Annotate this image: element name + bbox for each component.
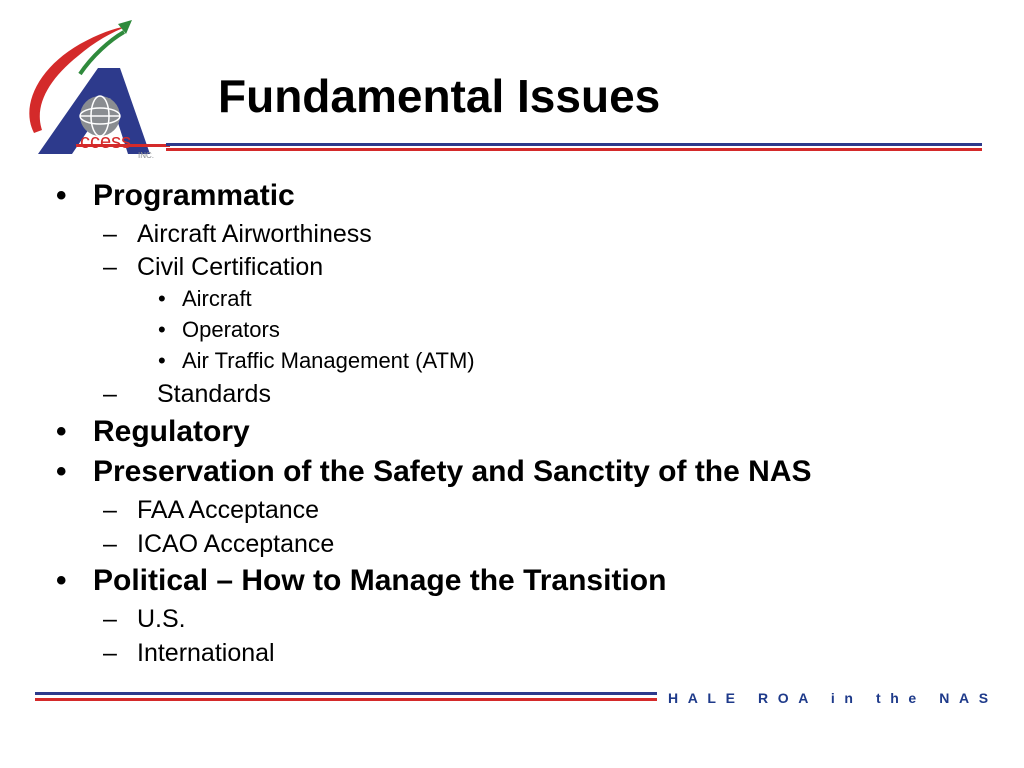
logo-subtext: INC. — [138, 151, 154, 160]
footer-text: HALE ROA in the NAS — [668, 690, 998, 706]
list-item-text: Standards — [157, 380, 271, 408]
list-item-text: Programmatic — [93, 179, 295, 212]
dash-marker: – — [103, 496, 117, 524]
list-item-text: Air Traffic Management (ATM) — [182, 348, 475, 373]
slide-title: Fundamental Issues — [218, 70, 661, 122]
dash-marker: – — [103, 220, 117, 248]
logo-text: ccess — [80, 131, 132, 153]
footer-rule-blue — [35, 692, 657, 695]
company-logo — [20, 18, 170, 160]
dash-marker: – — [103, 530, 117, 558]
list-item-text: ICAO Acceptance — [137, 530, 335, 558]
bullet-marker: • — [56, 415, 67, 448]
list-item-text: Aircraft Airworthiness — [137, 220, 372, 248]
header-rule-blue — [166, 143, 982, 146]
list-item-text: Regulatory — [93, 415, 250, 448]
bullet-marker: • — [158, 348, 166, 373]
bullet-marker: • — [56, 564, 67, 597]
list-item-text: U.S. — [137, 605, 186, 633]
list-item-text: Political – How to Manage the Transition — [93, 564, 667, 597]
bullet-marker: • — [158, 286, 166, 311]
bullet-marker: • — [158, 317, 166, 342]
list-item-text: International — [137, 639, 275, 667]
header-rule-red — [166, 148, 982, 151]
dash-marker: – — [103, 380, 117, 408]
list-item-text: Operators — [182, 317, 280, 342]
list-item-text: FAA Acceptance — [137, 496, 320, 524]
bullet-marker: • — [56, 455, 67, 488]
list-item-text: Civil Certification — [137, 253, 324, 281]
dash-marker: – — [103, 639, 117, 667]
dash-marker: – — [103, 605, 117, 633]
arrow-head-icon — [118, 20, 132, 34]
dash-marker: – — [103, 253, 117, 281]
list-item-text: Aircraft — [182, 286, 252, 311]
list-item-text: Preservation of the Safety and Sanctity of the NAS — [93, 455, 812, 488]
footer-rule-red — [35, 698, 657, 701]
bullet-marker: • — [56, 179, 67, 212]
